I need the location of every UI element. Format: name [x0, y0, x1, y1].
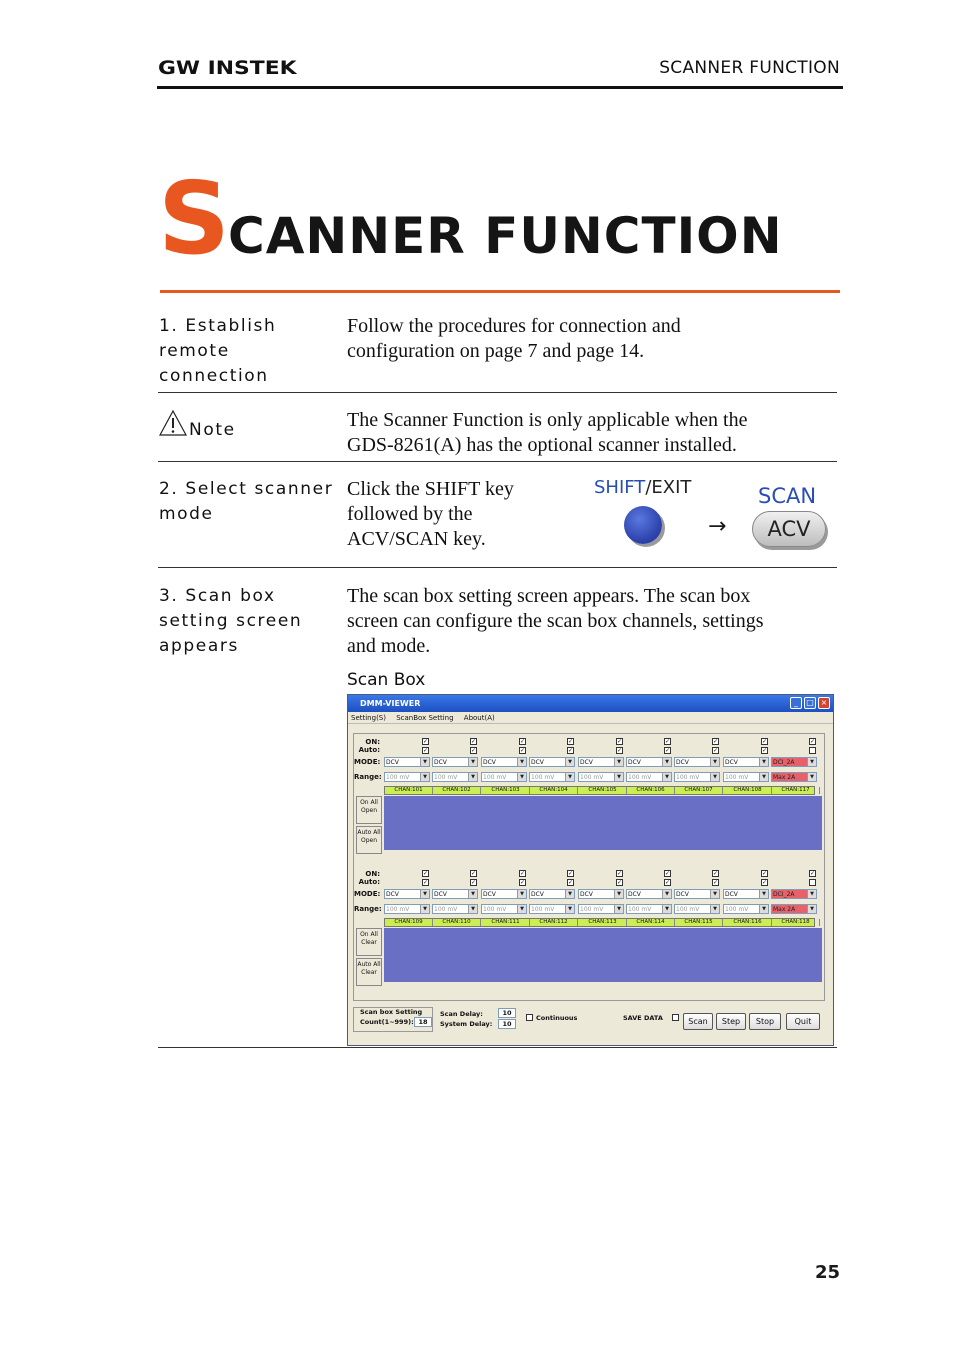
channel-bar	[384, 918, 815, 927]
on-checkbox[interactable]: ✓	[665, 738, 671, 745]
range-select[interactable]	[723, 772, 769, 782]
channel-label[interactable]: CHAN:107	[675, 787, 723, 794]
range-value: 100 mV	[434, 906, 458, 913]
auto-checkbox[interactable]: ✓	[665, 747, 671, 754]
chevron-down-icon: ▼	[614, 905, 623, 913]
on-checkbox[interactable]: ✓	[520, 738, 526, 745]
note-label: Note	[189, 420, 236, 440]
step-3-label-line: appears	[159, 636, 239, 656]
step-1-text-line: configuration on page 7 and page 14.	[347, 340, 645, 362]
chevron-down-icon: ▼	[710, 773, 719, 781]
note-text-line: The Scanner Function is only applicable when the	[347, 409, 748, 431]
mode-value: DCV	[628, 891, 641, 898]
mode-select[interactable]	[432, 757, 478, 767]
mode-value: DCV	[725, 759, 738, 766]
continuous-label: Continuous	[536, 1014, 578, 1022]
range-value: 100 mV	[386, 774, 410, 781]
auto-checkbox[interactable]: ✓	[568, 879, 574, 886]
step-2-label-line: 2. Select scanner	[159, 479, 334, 499]
step-3-text-line: The scan box setting screen appears. The scan box	[347, 585, 751, 607]
on-checkbox[interactable]: ✓	[568, 738, 574, 745]
chapter-title	[158, 160, 783, 277]
auto-checkbox[interactable]	[809, 747, 816, 754]
chevron-down-icon: ▼	[614, 773, 623, 781]
count-input[interactable]: 18	[414, 1017, 432, 1027]
chevron-down-icon: ▼	[420, 890, 429, 898]
shift-exit-key-label	[594, 477, 691, 498]
auto-checkbox[interactable]: ✓	[617, 747, 623, 754]
channel-bar	[384, 786, 815, 795]
row-label-mode: MODE:	[354, 758, 381, 766]
channel-label[interactable]: CHAN:118	[772, 919, 820, 926]
scan-key-label: SCAN	[758, 484, 817, 508]
range-value: 100 mV	[725, 774, 749, 781]
mode-select[interactable]	[529, 757, 575, 767]
chevron-down-icon: ▼	[807, 773, 816, 781]
mode-value: DCI_2A	[773, 891, 795, 898]
chevron-down-icon: ▼	[468, 890, 477, 898]
shift-label: SHIFT	[594, 477, 646, 498]
on-checkbox[interactable]: ✓	[762, 870, 768, 877]
dmm-viewer-window	[347, 694, 834, 1046]
range-select[interactable]	[626, 904, 672, 914]
mode-select[interactable]	[674, 757, 720, 767]
channel-panel	[353, 733, 825, 1001]
mode-value: DCV	[676, 759, 689, 766]
range-value: 100 mV	[483, 906, 507, 913]
save-data-checkbox[interactable]	[672, 1014, 679, 1021]
chevron-down-icon: ▼	[710, 890, 719, 898]
step-1-text	[347, 314, 681, 364]
mode-select[interactable]	[674, 889, 720, 899]
range-value: 100 mV	[386, 906, 410, 913]
step-button[interactable]: Step	[716, 1013, 746, 1030]
chevron-down-icon: ▼	[517, 890, 526, 898]
range-value: 100 mV	[628, 906, 652, 913]
range-select[interactable]	[481, 904, 527, 914]
on-checkbox[interactable]: ✓	[617, 870, 623, 877]
readout-area	[384, 928, 822, 982]
row-label-range: Range:	[354, 773, 382, 781]
mode-select[interactable]	[529, 889, 575, 899]
chevron-down-icon: ▼	[807, 890, 816, 898]
title-rule	[160, 290, 840, 293]
on-checkbox[interactable]: ✓	[617, 738, 623, 745]
menu-setting[interactable]: Setting(S)	[351, 714, 386, 722]
auto-checkbox[interactable]: ✓	[471, 747, 477, 754]
auto-checkbox[interactable]	[809, 879, 816, 886]
on-checkbox[interactable]: ✓	[810, 738, 816, 745]
count-label: Count(1~999):	[360, 1018, 414, 1026]
window-titlebar	[348, 695, 833, 712]
range-select[interactable]	[771, 904, 817, 914]
bank-side-button[interactable]: On All Clear	[356, 928, 382, 956]
mode-value: DCV	[483, 759, 496, 766]
range-value: 100 mV	[725, 906, 749, 913]
auto-checkbox[interactable]: ✓	[520, 747, 526, 754]
row-label-auto: Auto:	[358, 746, 380, 754]
range-value: 100 mV	[676, 774, 700, 781]
step-3-label-line: 3. Scan box	[159, 586, 276, 606]
range-value: 100 mV	[580, 906, 604, 913]
chevron-down-icon: ▼	[807, 758, 816, 766]
chevron-down-icon: ▼	[710, 905, 719, 913]
range-select[interactable]	[432, 904, 478, 914]
range-value: Max 2A	[773, 774, 796, 781]
mode-select[interactable]	[578, 757, 624, 767]
channel-label[interactable]: CHAN:102	[433, 787, 481, 794]
chevron-down-icon: ▼	[565, 905, 574, 913]
step-1-label-line: connection	[159, 366, 269, 386]
on-checkbox[interactable]: ✓	[810, 870, 816, 877]
row-label-mode: MODE:	[354, 890, 381, 898]
auto-checkbox[interactable]: ✓	[568, 747, 574, 754]
range-value: Max 2A	[773, 906, 796, 913]
chapter-title-initial: S	[158, 160, 229, 277]
chevron-down-icon: ▼	[759, 758, 768, 766]
step-2-label-line: mode	[159, 504, 214, 524]
mode-value: DCV	[676, 891, 689, 898]
chevron-down-icon: ▼	[807, 905, 816, 913]
mode-value: DCV	[531, 891, 544, 898]
mode-select[interactable]	[771, 889, 817, 899]
save-data-label: SAVE DATA	[623, 1014, 663, 1022]
channel-label[interactable]: CHAN:109	[385, 919, 433, 926]
chevron-down-icon: ▼	[420, 758, 429, 766]
channel-label[interactable]: CHAN:104	[530, 787, 578, 794]
mode-value: DCV	[580, 759, 593, 766]
quit-button[interactable]: Quit	[786, 1013, 820, 1030]
chevron-down-icon: ▼	[420, 905, 429, 913]
system-delay-input[interactable]: 10	[498, 1019, 516, 1029]
range-select[interactable]	[674, 904, 720, 914]
auto-checkbox[interactable]: ✓	[713, 879, 719, 886]
on-checkbox[interactable]: ✓	[471, 870, 477, 877]
step-1-text-line: Follow the procedures for connection and	[347, 315, 681, 337]
row-divider	[158, 461, 837, 462]
row-divider	[158, 567, 837, 568]
on-checkbox[interactable]: ✓	[520, 870, 526, 877]
on-checkbox[interactable]: ✓	[713, 870, 719, 877]
chevron-down-icon: ▼	[614, 758, 623, 766]
auto-checkbox[interactable]: ✓	[423, 879, 429, 886]
row-label-range: Range:	[354, 905, 382, 913]
menu-about[interactable]: About(A)	[463, 714, 495, 722]
chevron-down-icon: ▼	[468, 773, 477, 781]
range-select[interactable]	[771, 772, 817, 782]
scanbox-setting-title: Scan box Setting	[360, 1008, 423, 1016]
system-delay-label: System Delay:	[440, 1020, 493, 1028]
range-select[interactable]	[578, 772, 624, 782]
range-select[interactable]	[481, 772, 527, 782]
scanbox-setting-group	[353, 1007, 433, 1032]
chevron-down-icon: ▼	[517, 905, 526, 913]
minimize-icon[interactable]: _	[790, 697, 802, 709]
range-value: 100 mV	[531, 906, 555, 913]
on-checkbox[interactable]: ✓	[423, 738, 429, 745]
chevron-down-icon: ▼	[517, 758, 526, 766]
auto-checkbox[interactable]: ✓	[520, 879, 526, 886]
mode-select[interactable]	[481, 889, 527, 899]
range-select[interactable]	[626, 772, 672, 782]
on-checkbox[interactable]: ✓	[471, 738, 477, 745]
step-2-label	[159, 477, 333, 527]
chevron-down-icon: ▼	[662, 905, 671, 913]
mode-select[interactable]	[626, 889, 672, 899]
mode-select[interactable]	[481, 757, 527, 767]
step-3-text-line: screen can configure the scan box channels, settings	[347, 610, 764, 632]
scan-delay-input[interactable]: 10	[498, 1008, 516, 1018]
range-select[interactable]	[432, 772, 478, 782]
channel-label[interactable]: CHAN:114	[627, 919, 675, 926]
mode-select[interactable]	[384, 889, 430, 899]
channel-label[interactable]: CHAN:111	[482, 919, 530, 926]
readout-area	[384, 796, 822, 850]
range-select[interactable]	[529, 772, 575, 782]
range-select[interactable]	[578, 904, 624, 914]
scan-button[interactable]: Scan	[683, 1013, 713, 1030]
channel-label[interactable]: CHAN:117	[772, 787, 820, 794]
mode-select[interactable]	[384, 757, 430, 767]
delay-group	[436, 1007, 521, 1032]
range-select[interactable]	[384, 904, 430, 914]
warning-icon	[158, 409, 188, 437]
mode-value: DCV	[434, 759, 447, 766]
range-value: 100 mV	[531, 774, 555, 781]
chevron-down-icon: ▼	[565, 773, 574, 781]
mode-value: DCV	[580, 891, 593, 898]
channel-label[interactable]: CHAN:115	[675, 919, 723, 926]
auto-checkbox[interactable]: ✓	[665, 879, 671, 886]
step-3-text-line: and mode.	[347, 635, 431, 657]
on-checkbox[interactable]: ✓	[423, 870, 429, 877]
chevron-down-icon: ▼	[468, 758, 477, 766]
on-checkbox[interactable]: ✓	[568, 870, 574, 877]
range-value: 100 mV	[628, 774, 652, 781]
row-label-auto: Auto:	[358, 878, 380, 886]
range-select[interactable]	[674, 772, 720, 782]
step-2-text	[347, 477, 514, 552]
exit-label: EXIT	[651, 477, 692, 498]
menu-scanbox-setting[interactable]: ScanBox Setting	[396, 714, 454, 722]
chevron-down-icon: ▼	[759, 905, 768, 913]
auto-checkbox[interactable]: ✓	[762, 747, 768, 754]
chevron-down-icon: ▼	[468, 905, 477, 913]
chevron-down-icon: ▼	[759, 890, 768, 898]
step-1-label-line: remote	[159, 341, 230, 361]
mode-select[interactable]	[771, 757, 817, 767]
bottom-controls	[348, 1005, 833, 1045]
chevron-down-icon: ▼	[662, 773, 671, 781]
auto-checkbox[interactable]: ✓	[471, 879, 477, 886]
chevron-down-icon: ▼	[614, 890, 623, 898]
maximize-icon[interactable]: □	[804, 697, 816, 709]
page-number: 25	[814, 1262, 840, 1283]
chevron-down-icon: ▼	[662, 758, 671, 766]
row-label-on: ON:	[365, 738, 380, 746]
mode-value: DCV	[483, 891, 496, 898]
mode-select[interactable]	[432, 889, 478, 899]
auto-checkbox[interactable]: ✓	[762, 879, 768, 886]
step-2-text-line: followed by the	[347, 503, 473, 525]
row-divider	[158, 1047, 837, 1048]
step-2-text-line: ACV/SCAN key.	[347, 528, 486, 550]
auto-checkbox[interactable]: ✓	[423, 747, 429, 754]
step-3-text	[347, 584, 764, 659]
mode-value: DCV	[628, 759, 641, 766]
channel-label[interactable]: CHAN:103	[482, 787, 530, 794]
channel-label[interactable]: CHAN:110	[433, 919, 481, 926]
stop-button[interactable]: Stop	[749, 1013, 781, 1030]
channel-label[interactable]: CHAN:106	[627, 787, 675, 794]
range-value: 100 mV	[483, 774, 507, 781]
step-2-text-line: Click the SHIFT key	[347, 478, 514, 500]
chevron-down-icon: ▼	[420, 773, 429, 781]
range-select[interactable]	[384, 772, 430, 782]
note-text	[347, 408, 747, 458]
note-text-line: GDS-8261(A) has the optional scanner installed.	[347, 434, 737, 456]
chevron-down-icon: ▼	[565, 758, 574, 766]
range-select[interactable]	[529, 904, 575, 914]
mode-value: DCV	[434, 891, 447, 898]
row-divider	[158, 392, 837, 393]
shift-key-button[interactable]	[624, 506, 662, 544]
header-rule	[157, 86, 843, 89]
running-head: SCANNER FUNCTION	[659, 58, 840, 78]
mode-select[interactable]	[723, 889, 769, 899]
mode-value: DCV	[531, 759, 544, 766]
mode-select[interactable]	[723, 757, 769, 767]
step-1-label-line: 1. Establish	[159, 316, 277, 336]
on-checkbox[interactable]: ✓	[665, 870, 671, 877]
step-1-label	[159, 314, 276, 389]
chevron-down-icon: ▼	[710, 758, 719, 766]
bank-side-button[interactable]: On All Open	[356, 796, 382, 824]
channel-label[interactable]: CHAN:116	[724, 919, 772, 926]
mode-value: DCI_2A	[773, 759, 795, 766]
arrow-right-icon: →	[708, 514, 727, 539]
range-value: 100 mV	[676, 906, 700, 913]
bank-side-button[interactable]: Auto All Clear	[356, 958, 382, 986]
menu-bar	[348, 712, 833, 724]
channel-label[interactable]: CHAN:101	[385, 787, 433, 794]
mode-value: DCV	[386, 891, 399, 898]
mode-select[interactable]	[578, 889, 624, 899]
figure-caption: Scan Box	[347, 670, 426, 690]
chevron-down-icon: ▼	[662, 890, 671, 898]
continuous-checkbox[interactable]	[526, 1014, 533, 1021]
chapter-title-rest: CANNER FUNCTION	[228, 207, 783, 265]
mode-value: DCV	[386, 759, 399, 766]
step-3-label	[159, 584, 302, 659]
chevron-down-icon: ▼	[759, 773, 768, 781]
channel-label[interactable]: CHAN:113	[579, 919, 627, 926]
row-label-on: ON:	[365, 870, 380, 878]
acv-key-button[interactable]: ACV	[752, 511, 826, 547]
bank-side-button[interactable]: Auto All Open	[356, 826, 382, 854]
close-icon[interactable]: ×	[818, 697, 830, 709]
shift-exit-slash: /	[645, 477, 652, 498]
range-select[interactable]	[723, 904, 769, 914]
chevron-down-icon: ▼	[517, 773, 526, 781]
step-3-label-line: setting screen	[159, 611, 303, 631]
channel-label[interactable]: CHAN:105	[579, 787, 627, 794]
window-title: DMM-VIEWER	[360, 699, 421, 708]
channel-label[interactable]: CHAN:112	[530, 919, 578, 926]
channel-label[interactable]: CHAN:108	[724, 787, 772, 794]
chevron-down-icon: ▼	[565, 890, 574, 898]
mode-value: DCV	[725, 891, 738, 898]
mode-select[interactable]	[626, 757, 672, 767]
scan-delay-label: Scan Delay:	[440, 1010, 483, 1018]
auto-checkbox[interactable]: ✓	[713, 747, 719, 754]
auto-checkbox[interactable]: ✓	[617, 879, 623, 886]
range-value: 100 mV	[580, 774, 604, 781]
on-checkbox[interactable]: ✓	[762, 738, 768, 745]
brand-logo: GW INSTEK	[158, 57, 297, 79]
range-value: 100 mV	[434, 774, 458, 781]
on-checkbox[interactable]: ✓	[713, 738, 719, 745]
